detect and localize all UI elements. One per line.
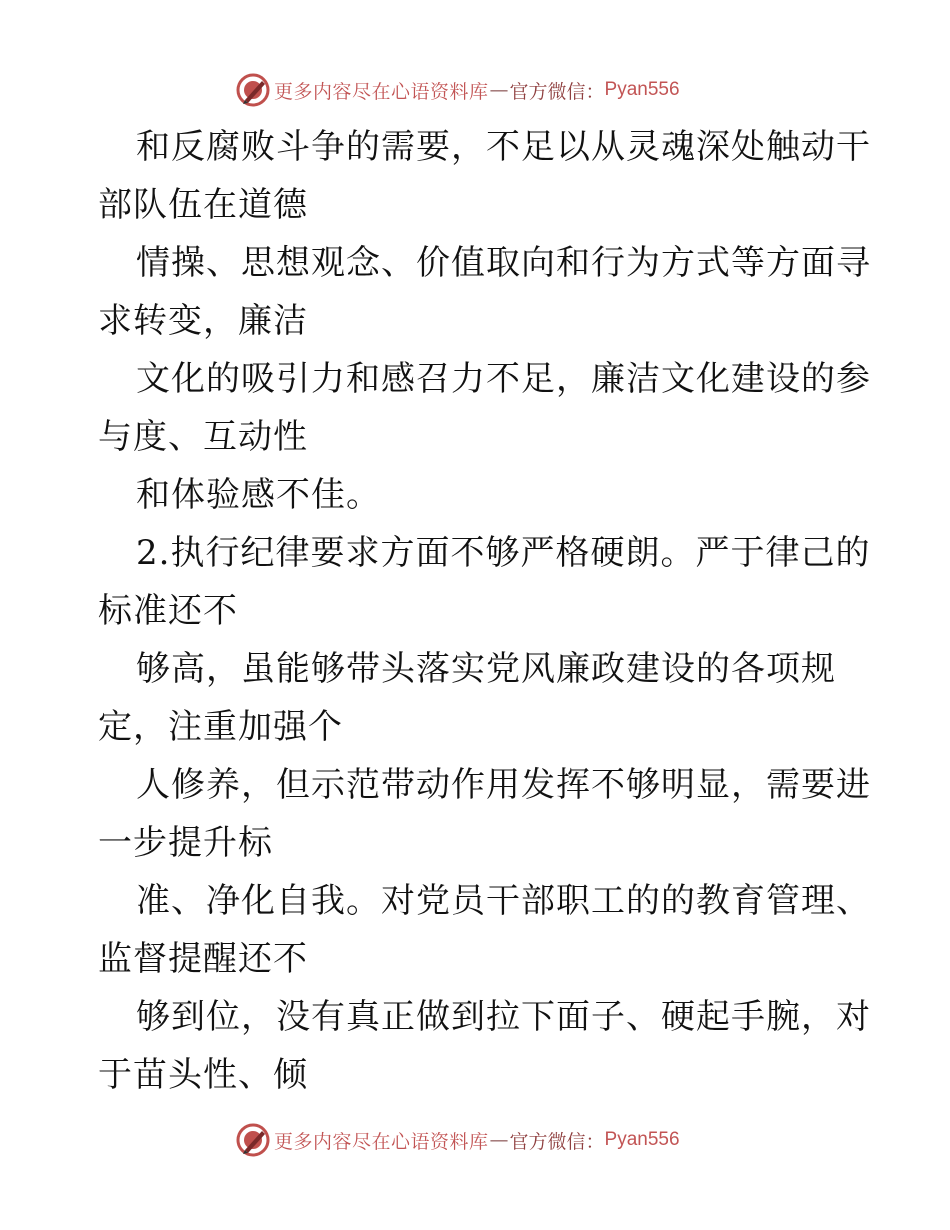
text-line: 标准还不 xyxy=(98,591,238,631)
text-line: 2.执行纪律要求方面不够严格硬朗。严于律己的 xyxy=(136,533,871,573)
watermark-wechat-label: 官方微信： xyxy=(509,1130,605,1153)
text-line: 与度、互动性 xyxy=(98,417,308,457)
watermark-dash: — xyxy=(489,79,509,101)
header-watermark xyxy=(236,72,756,108)
watermark-wechat-id: Pyan556 xyxy=(604,79,680,100)
watermark-main-text: 更多内容尽在心语资料库 xyxy=(274,1130,489,1153)
watermark-dash: — xyxy=(489,1129,509,1151)
text-line: 求转变，廉洁 xyxy=(98,301,308,341)
pen-logo-icon xyxy=(236,73,270,107)
text-line: 一步提升标 xyxy=(98,823,273,863)
text-line: 人修养，但示范带动作用发挥不够明显，需要进 xyxy=(136,765,871,805)
text-line: 准、净化自我。对党员干部职工的的教育管理、 xyxy=(136,881,871,921)
text-line: 定，注重加强个 xyxy=(98,707,343,747)
text-line: 部队伍在道德 xyxy=(98,185,308,225)
footer-watermark xyxy=(236,1122,756,1158)
text-line: 文化的吸引力和感召力不足，廉洁文化建设的参 xyxy=(136,359,871,399)
text-line: 情操、思想观念、价值取向和行为方式等方面寻 xyxy=(136,243,871,283)
text-line: 和反腐败斗争的需要，不足以从灵魂深处触动干 xyxy=(136,127,871,167)
text-line: 够到位，没有真正做到拉下面子、硬起手腕，对 xyxy=(136,997,871,1037)
watermark-wechat-id: Pyan556 xyxy=(604,1129,680,1150)
text-line: 够高，虽能够带头落实党风廉政建设的各项规 xyxy=(136,649,836,689)
watermark-wechat-label: 官方微信： xyxy=(509,80,605,103)
document-body xyxy=(98,118,871,1104)
watermark-main-text: 更多内容尽在心语资料库 xyxy=(274,80,489,103)
text-line: 和体验感不佳。 xyxy=(136,475,381,515)
text-line: 监督提醒还不 xyxy=(98,939,308,979)
text-line: 于苗头性、倾 xyxy=(98,1055,308,1095)
pen-logo-icon xyxy=(236,1123,270,1157)
